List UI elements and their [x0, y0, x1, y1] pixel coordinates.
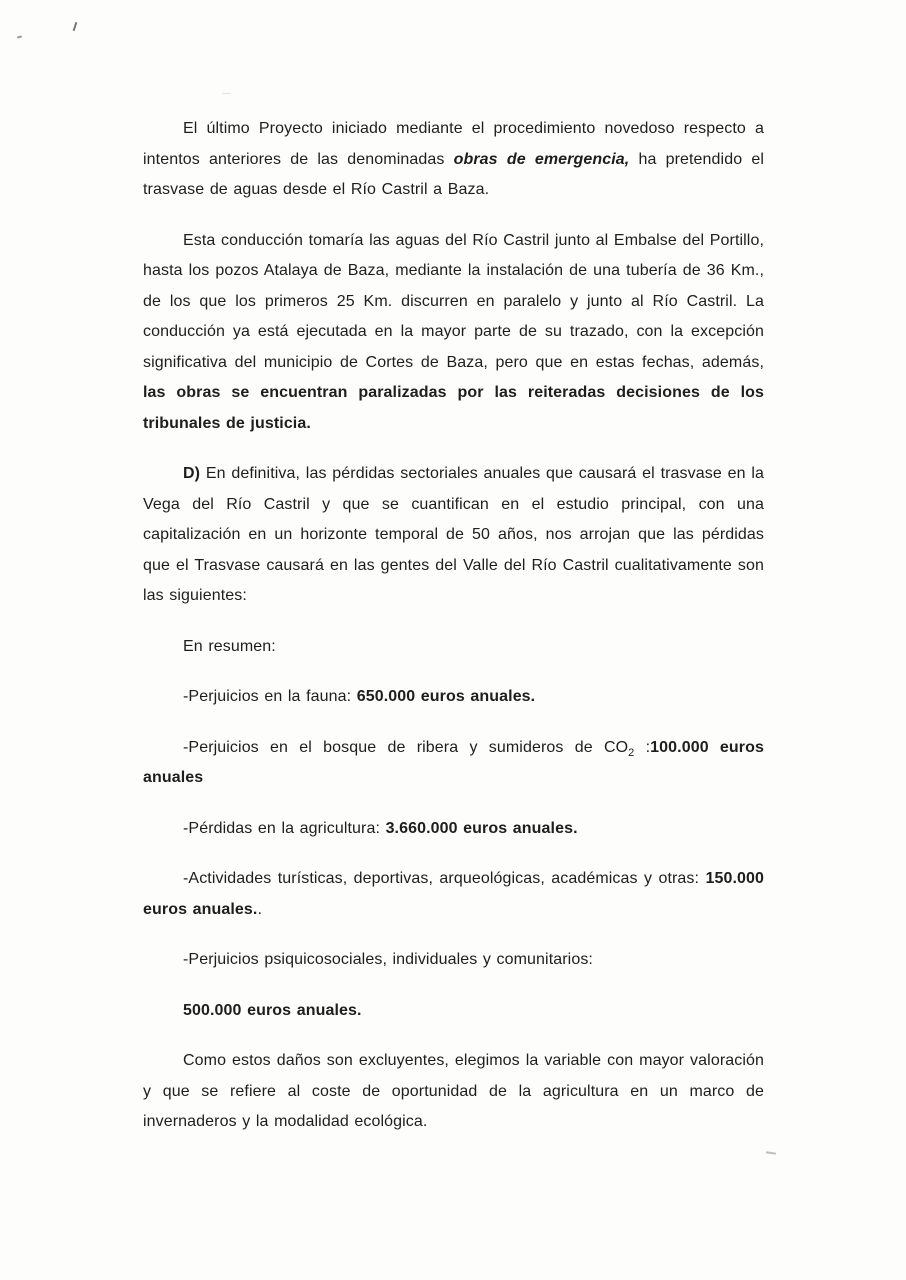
paragraph-excluyentes [143, 1046, 764, 1138]
text-run: 3.660.000 euros anuales. [385, 819, 578, 837]
paragraph-en-resumen [143, 632, 764, 663]
paragraph-bosque [143, 733, 764, 794]
scan-artifact-mark [766, 1151, 776, 1154]
paragraph-actividades [143, 864, 764, 925]
text-run: 650.000 euros anuales. [356, 688, 536, 705]
text-run: 150.000 euros anuales. [143, 870, 764, 918]
text-run: En resumen: [183, 637, 276, 655]
text-run: las obras se encuentran paralizadas por las reiteradas decisiones de los tribunales de justicia. [143, 384, 764, 432]
scan-artifact-mark [222, 93, 230, 94]
text-run: obras de emergencia, [453, 150, 630, 168]
text-run: D) [183, 465, 201, 482]
scan-artifact-mark [17, 35, 22, 38]
paragraph-proyecto [143, 114, 764, 206]
text-run: -Perjuicios psiquicosociales, individuales y comunitarios: [183, 951, 593, 968]
text-run: 2 [628, 746, 635, 759]
text-run: . [257, 900, 262, 918]
text-run: 100.000 euros anuales [143, 738, 764, 786]
text-run: 500.000 euros anuales. [183, 1001, 362, 1019]
text-run: : [634, 738, 651, 756]
paragraph-500000 [143, 996, 764, 1027]
paragraph-definitiva [143, 459, 764, 612]
text-run: ha pretendido el trasvase de aguas desde el Río Castril a Baza. [143, 150, 764, 198]
scan-artifact-mark [73, 22, 77, 31]
text-run: Esta conducción tomaría las aguas del Río Castril junto al Embalse del Portillo, hasta los pozos Atalaya de Baza, mediante la instalación de una tubería de 36 Km., de los que los primeros 25 Km. discurren en paralelo y junto al Río Castril. La conducción ya está ejecutada en la mayor parte de su trazado, con la excepción significativa del municipio de Cortes de Baza, pero que en estas fechas, además, [143, 231, 764, 371]
paragraph-conduccion [143, 226, 764, 440]
text-run: -Pérdidas en la agricultura: [183, 819, 386, 837]
text-run: -Perjuicios en la fauna: [183, 688, 357, 705]
text-run: -Actividades turísticas, deportivas, arqueológicas, académicas y otras: [183, 870, 706, 887]
document-body [143, 114, 764, 1158]
text-run: Como estos daños son excluyentes, elegimos la variable con mayor valoración y que se refiere al coste de oportunidad de la agricultura en un marco de invernaderos y la modalidad ecológica. [143, 1052, 764, 1130]
text-run: El último Proyecto iniciado mediante el procedimiento novedoso respecto a intentos anteriores de las denominadas [143, 120, 764, 168]
text-run: En definitiva, las pérdidas sectoriales anuales que causará el trasvase en la Vega del Río Castril y que se cuantifican en el estudio principal, con una capitalización en un horizonte temporal de 50 años, nos arrojan que las pérdidas que el Trasvase causará en las gentes del Valle del Río Castril cualitativamente son las siguientes: [143, 465, 764, 604]
paragraph-psiquicosociales [143, 945, 764, 976]
text-run: -Perjuicios en el bosque de ribera y sumideros de CO [183, 738, 629, 756]
paragraph-agricultura [143, 814, 764, 845]
paragraph-fauna [143, 682, 764, 713]
